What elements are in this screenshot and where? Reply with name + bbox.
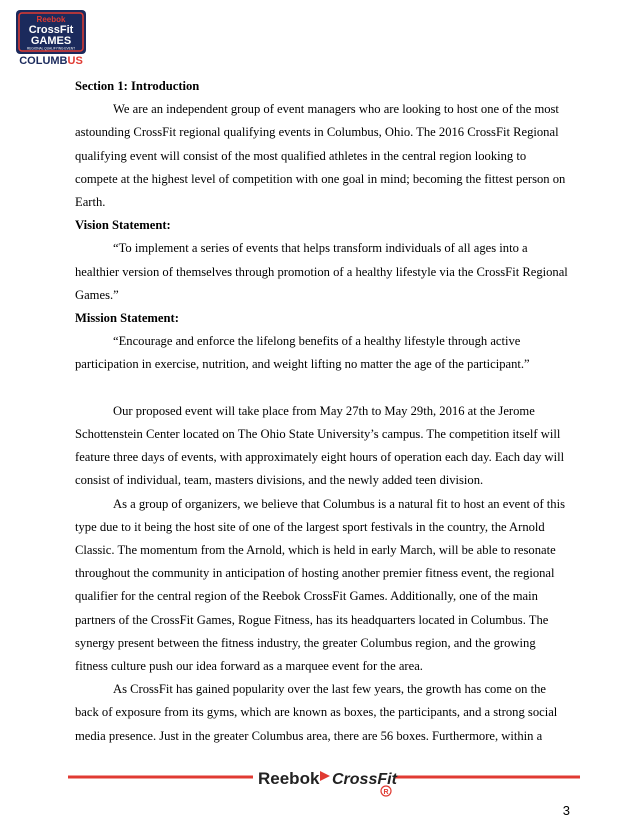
footer-reebok-text: Reebok [258, 769, 320, 788]
crossfit-growth-paragraph: As CrossFit has gained popularity over the last few years, the growth has come on the back of exposure from its gyms, which are known as boxes, the participants, and a strong social media presence. Just in the greater Columbus area, there are 56 boxes. Furthermore, within a [75, 682, 558, 743]
mission-heading: Mission Statement: [75, 311, 179, 326]
mission-paragraph: “Encourage and enforce the lifelong benefits of a healthy lifestyle through active participation in exercise, nutrition, and weight lifting no matter the age of the participant.” [75, 334, 530, 372]
intro-paragraph: We are an independent group of event managers who are looking to host one of the most astounding CrossFit regional qualifying events in Columbus, Ohio. The 2016 CrossFit Regional qualifying event will consist of the most qualified athletes in the central region looking to compete at the highest level of competition with one goal in mind; becoming the fittest person on Earth. [75, 102, 566, 210]
event-details-paragraph: Our proposed event will take place from May 27th to May 29th, 2016 at the Jerome Schottenstein Center located on The Ohio State University’s campus. The competition itself will feature three days of events, with approximately eight hours of operation each day. Each day will consist of individual, team, masters divisions, and the newly added teen division. [75, 403, 565, 488]
logo-city-part-a: COLUMB [19, 55, 68, 66]
logo-line1-text: CrossFit [28, 24, 74, 36]
logo-line2-text: GAMES [30, 35, 72, 47]
vision-paragraph: “To implement a series of events that helps transform individuals of all ages into a healthier version of themselves through promotion of a healthy lifestyle via the CrossFit Regional Games.” [75, 241, 568, 302]
reebok-delta-icon [320, 771, 330, 781]
footer-brand-bar [68, 762, 580, 802]
paragraph-spacer [75, 377, 570, 400]
columbus-fit-paragraph: As a group of organizers, we believe that Columbus is a natural fit to host an event of this type due to it being the host site of one of the largest sport festivals in the country, the Arnold Classic. The momentum from the Arnold, which is held in early March, will be able to resonate throughout the community in anticipation of hosting another premier fitness event, the regional qualifier for the central region of the Reebok CrossFit Games. Additionally, one of the main partners of the CrossFit Games, Rogue Fitness, has its headquarters located in Columbus. The synergy present between the fitness industry, the greater Columbus region, and the growing fitness culture push our idea forward as a marquee event for the area. [75, 496, 565, 674]
crossfit-games-columbus-logo [14, 10, 88, 66]
page-number: 3 [562, 803, 570, 818]
footer-crossfit-text: CrossFit [332, 771, 397, 788]
logo-tagline-text: REGIONAL QUALIFYING EVENT [26, 46, 76, 51]
logo-city-part-b: US [67, 55, 83, 66]
vision-heading: Vision Statement: [75, 218, 171, 233]
registered-mark-text: R [383, 789, 389, 796]
logo-city-text [19, 55, 83, 66]
document-body [75, 75, 570, 748]
intro-heading: Section 1: Introduction [75, 79, 200, 93]
logo-brand-text: Reebok [36, 15, 66, 24]
